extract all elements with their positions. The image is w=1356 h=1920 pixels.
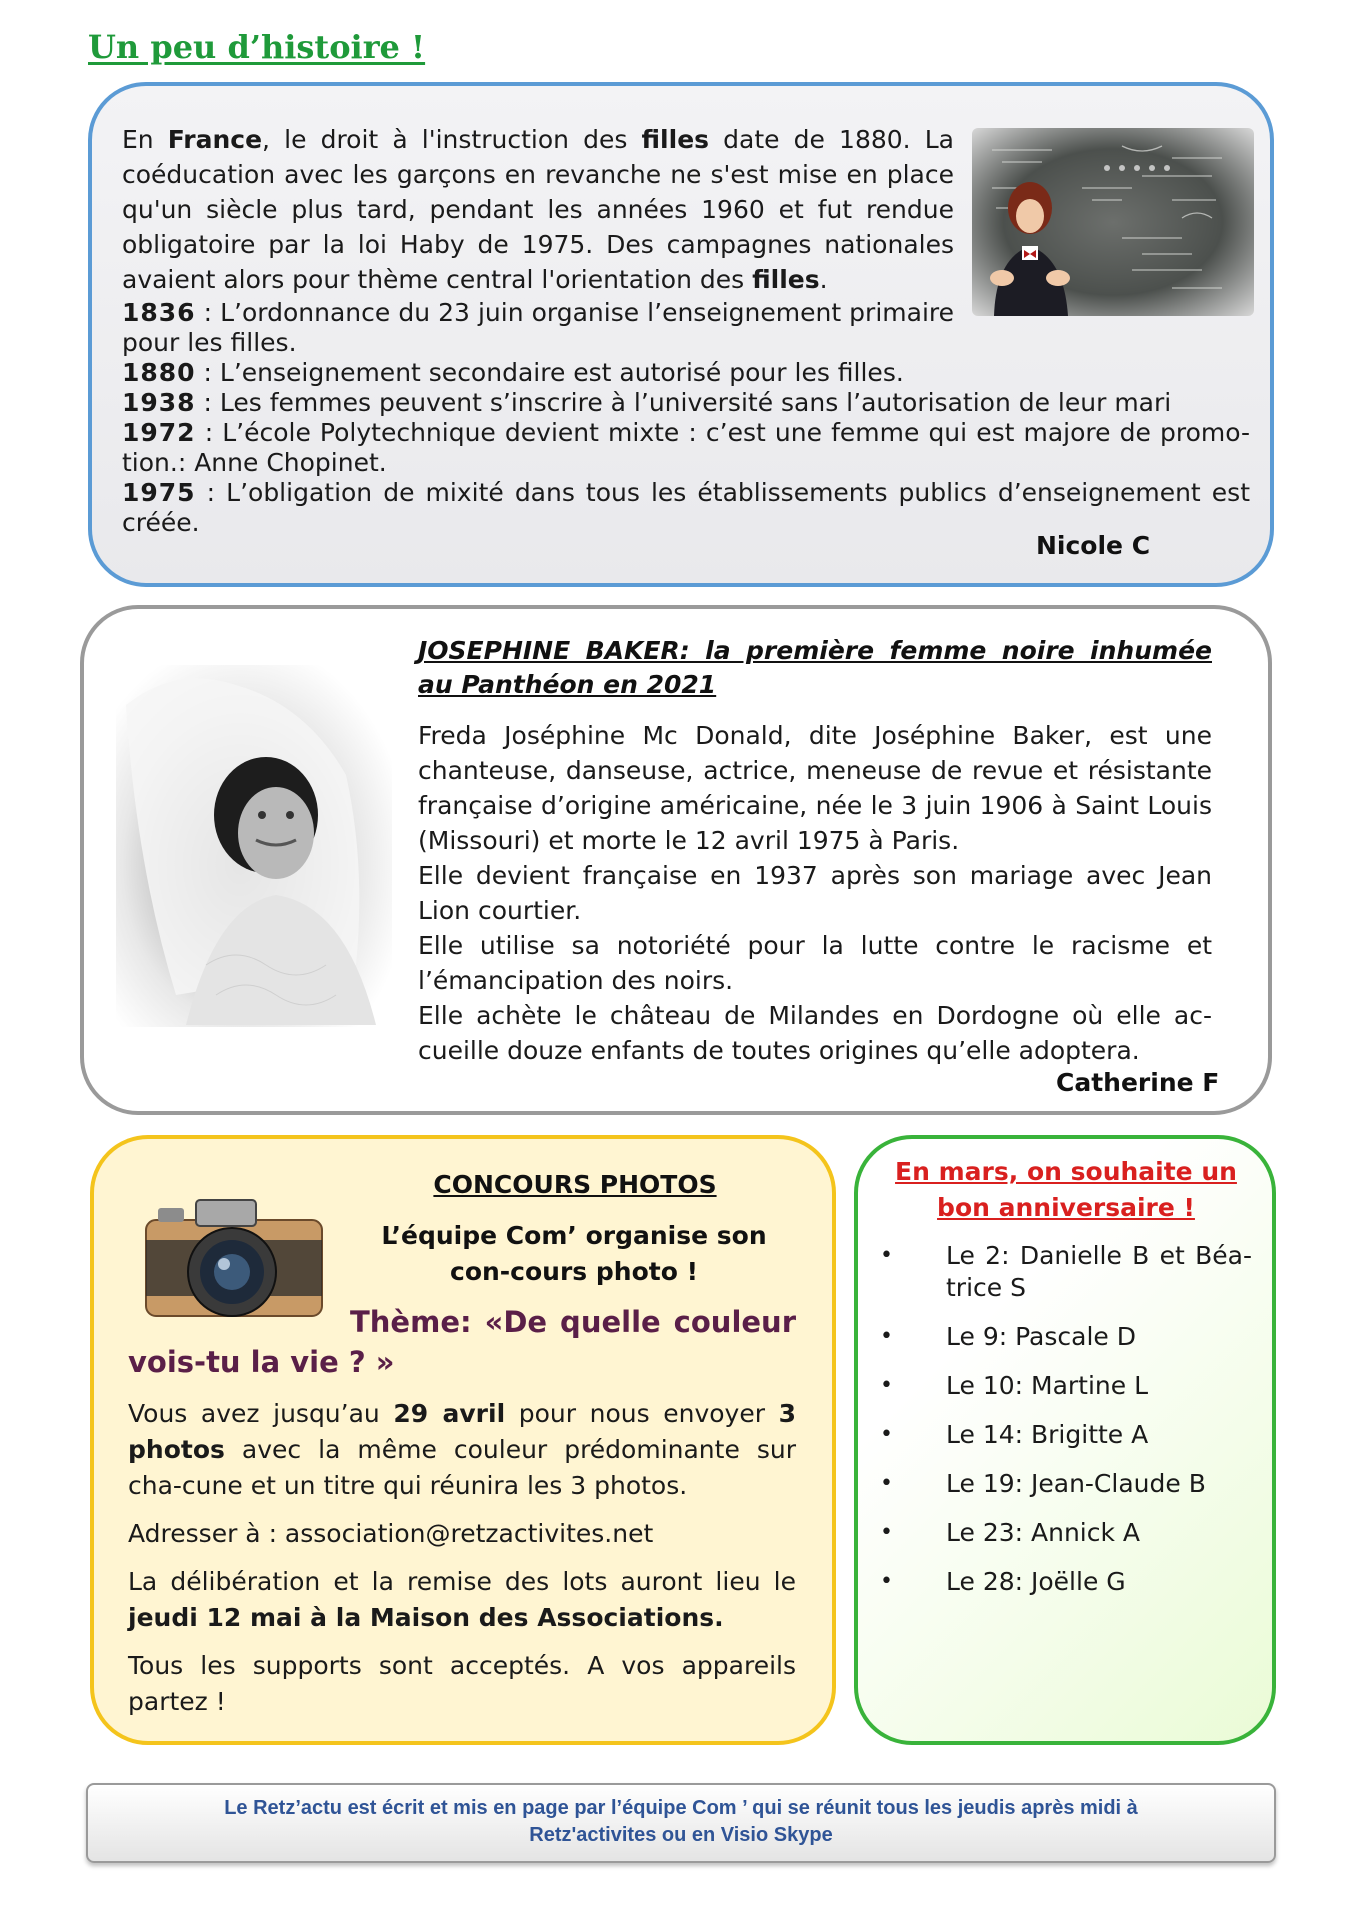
birthday-text: Le 2: Danielle B et Béa-trice S (946, 1241, 1252, 1302)
baker-paragraph: Elle devient française en 1937 après son mariage avec Jean Lion courtier. (418, 861, 1212, 925)
birthday-text: Le 19: Jean-Claude B (946, 1469, 1206, 1498)
birthday-text: Le 28: Joëlle G (946, 1567, 1126, 1596)
text-run: . (819, 265, 828, 294)
contest-subtitle: L’équipe Com’ organise son con-cours photo ! (381, 1221, 767, 1286)
timeline-text: : Les femmes peuvent s’inscrire à l’université sans l’autorisation de leur mari (195, 388, 1172, 417)
bold-text: filles (641, 125, 710, 154)
birthday-item (880, 1468, 1252, 1500)
bold-text: filles (752, 265, 820, 294)
josephine-baker-photo (116, 665, 392, 1027)
bullet-icon: • (880, 1243, 893, 1268)
bold-text: France (167, 125, 263, 154)
contest-closing: Tous les supports sont acceptés. A vos appareils partez ! (128, 1651, 796, 1716)
birthday-list (880, 1240, 1252, 1615)
birthday-text: Le 23: Annick A (946, 1518, 1141, 1547)
birthday-item (880, 1240, 1252, 1304)
text-run: date de 1880. La coéducation avec les garçons en revanche ne s'est mise en place qu'un siècle plus tard, pendant les années 1960 et fut rendue obligatoire par la loi Haby de 1975. Des campagnes nationales avaient alors pour thème central l'orientation des (122, 125, 955, 294)
contest-title: CONCOURS PHOTOS (433, 1170, 717, 1199)
birthday-title: En mars, on souhaite un bon anniversaire ! (895, 1157, 1237, 1222)
text-run: La délibération et la remise des lots auront lieu le (128, 1567, 796, 1596)
baker-paragraph: Elle utilise sa notoriété pour la lutte contre le racisme et l’émancipation des noirs. (418, 931, 1212, 995)
birthday-item (880, 1419, 1252, 1451)
contest-theme: Thème: «De quelle couleur vois-tu la vie ? » (128, 1305, 796, 1379)
timeline-entry (122, 388, 1250, 418)
contest-deadline (128, 1396, 796, 1504)
birthday-item (880, 1566, 1252, 1598)
timeline-year: 1880 (122, 358, 196, 387)
contest-body (128, 1396, 796, 1732)
footer (86, 1783, 1276, 1863)
timeline-text: : L’obligation de mixité dans tous les établissements publics d’enseignement est créée. (122, 478, 1250, 537)
baker-heading: JOSEPHINE BAKER: la première femme noire inhumée au Panthéon en 2021 (418, 636, 1212, 699)
text-run: Vous avez jusqu’au (128, 1399, 394, 1428)
bullet-icon: • (880, 1471, 893, 1496)
bold-text: 29 avril (393, 1399, 506, 1428)
timeline-entry (122, 478, 1250, 538)
contest-ceremony (128, 1564, 796, 1636)
baker-paragraph: Elle achète le château de Milandes en Dordogne où elle ac-cueille douze enfants de toutes origines qu’elle adoptera. (418, 1001, 1212, 1065)
timeline-entry (122, 298, 954, 358)
baker-paragraph: Freda Joséphine Mc Donald, dite Joséphine Baker, est une chanteuse, danseuse, actrice, meneuse de revue et résistante française d’origine américaine, née le 3 juin 1906 à Saint Louis (Missouri) et morte le 12 avril 1975 à Paris. (418, 721, 1212, 855)
timeline-entry (122, 418, 1250, 478)
baker-text (418, 718, 1212, 1068)
bullet-icon: • (880, 1324, 893, 1349)
timeline-entry (122, 358, 1250, 388)
bold-text: jeudi 12 mai à la Maison des Associations. (128, 1603, 724, 1632)
timeline-text: : L’école Polytechnique devient mixte : c’est une femme qui est majore de promo-tion.: Anne Chopinet. (122, 418, 1250, 477)
timeline-year: 1972 (122, 418, 196, 447)
timeline-text: : L’enseignement secondaire est autorisé pour les filles. (195, 358, 904, 387)
baker-author: Catherine F (1056, 1068, 1220, 1097)
bullet-icon: • (880, 1569, 893, 1594)
footer-line: Retz'activites ou en Visio Skype (529, 1824, 833, 1846)
contest-address: Adresser à : association@retzactivites.net (128, 1519, 654, 1548)
birthday-item (880, 1370, 1252, 1402)
timeline-year: 1975 (122, 478, 196, 507)
bullet-icon: • (880, 1422, 893, 1447)
birthday-text: Le 14: Brigitte A (946, 1420, 1149, 1449)
history-timeline (122, 298, 1250, 538)
birthday-text: Le 9: Pascale D (946, 1322, 1136, 1351)
bullet-icon: • (880, 1373, 893, 1398)
history-intro (122, 122, 954, 297)
timeline-year: 1836 (122, 298, 196, 327)
bullet-icon: • (880, 1520, 893, 1545)
text-run: avec la même couleur prédominante sur cha-cune et un titre qui réunira les 3 photos. (128, 1435, 796, 1500)
bold-text: 3 photos (128, 1399, 796, 1464)
footer-line: Le Retz’actu est écrit et mis en page par l’équipe Com ’ qui se réunit tous les jeudis après midi à (224, 1797, 1138, 1819)
text-run: pour nous envoyer (505, 1399, 779, 1428)
page-title: Un peu d’histoire ! (88, 28, 426, 66)
history-author: Nicole C (1036, 531, 1151, 560)
text-run: En (122, 125, 168, 154)
birthday-text: Le 10: Martine L (946, 1371, 1149, 1400)
chalkboard-photo (972, 128, 1254, 316)
timeline-year: 1938 (122, 388, 196, 417)
birthday-item (880, 1321, 1252, 1353)
text-run: , le droit à l'instruction des (262, 125, 642, 154)
timeline-text: : L’ordonnance du 23 juin organise l’enseignement primaire pour les filles. (122, 298, 954, 357)
birthday-item (880, 1517, 1252, 1549)
